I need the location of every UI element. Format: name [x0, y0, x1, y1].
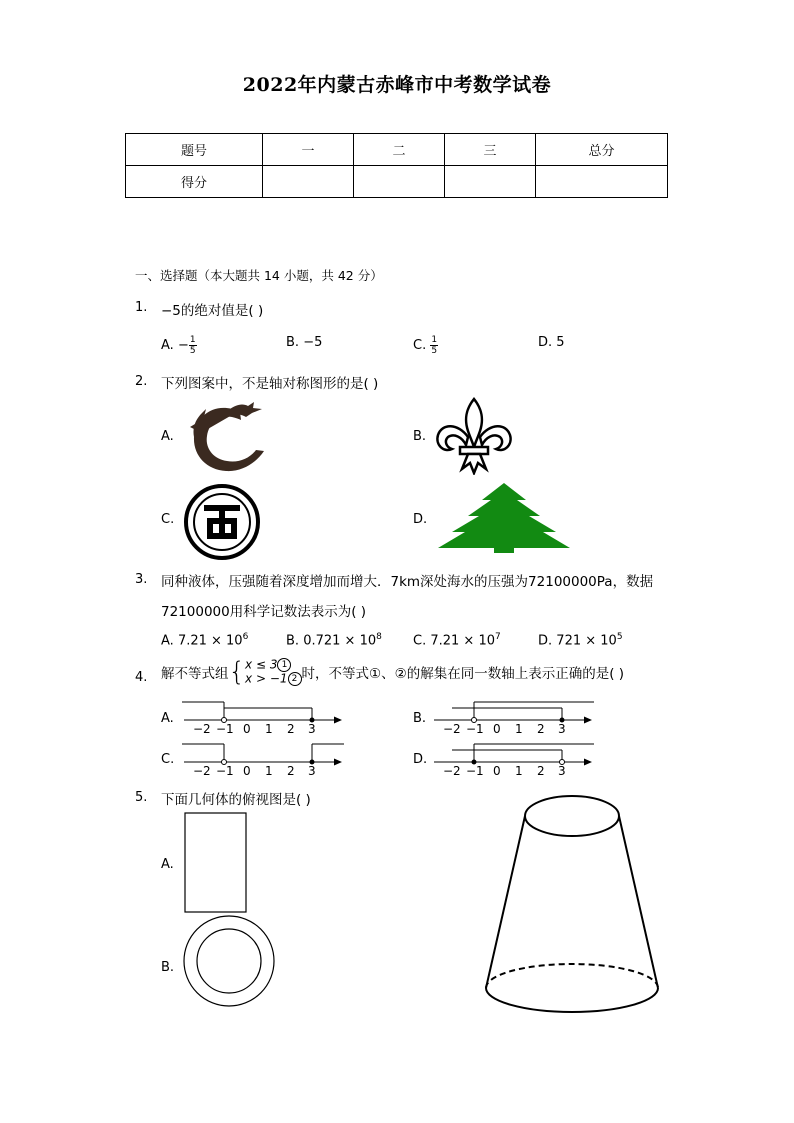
page-title: 2022年内蒙古赤峰市中考数学试卷	[242, 74, 552, 96]
tick-label: 1	[265, 764, 273, 778]
option-label: B.	[413, 429, 427, 444]
score-table-score-row	[126, 166, 668, 198]
frustum-figure	[480, 790, 665, 1018]
table-cell	[354, 166, 445, 198]
option-text: 721 × 10	[556, 633, 617, 649]
tick-label: 2	[537, 764, 545, 778]
fraction	[189, 335, 197, 356]
tick-label: −2	[193, 764, 211, 778]
option-label: C.	[413, 338, 427, 353]
exponent: 7	[495, 632, 501, 642]
question-text-line2: 72100000用科学记数法表示为( )	[161, 604, 367, 620]
option-label: A.	[161, 338, 174, 353]
table-cell: 三	[445, 134, 536, 166]
option-text: 5	[556, 335, 565, 350]
tick-label: 1	[515, 722, 523, 736]
tick-label: 3	[308, 722, 316, 736]
option-label: B.	[161, 960, 175, 975]
numerator: 1	[431, 335, 438, 345]
table-cell: 二	[354, 134, 445, 166]
rectangle-view	[184, 812, 248, 914]
question-number: 4.	[135, 670, 148, 685]
option-a	[161, 632, 248, 648]
question-number: 5.	[135, 790, 148, 805]
tick-label: 1	[515, 764, 523, 778]
option-b	[286, 335, 322, 350]
table-cell: 得分	[126, 166, 263, 198]
table-cell	[536, 166, 668, 198]
question-text: 下列图案中，不是轴对称图形的是( )	[161, 376, 379, 392]
option-label: D.	[538, 335, 553, 350]
option-sign: −	[177, 338, 189, 353]
option-label: B.	[286, 633, 300, 649]
table-cell	[263, 166, 354, 198]
table-cell	[445, 166, 536, 198]
option-text: 0.721 × 10	[303, 633, 377, 649]
denominator: 5	[189, 346, 196, 356]
inequality-1-text: x ≤ 3	[245, 657, 278, 672]
tick-label: 0	[493, 722, 501, 736]
option-label: B.	[413, 711, 427, 726]
option-label: A.	[161, 429, 174, 444]
question-text: −5的绝对值是( )	[161, 303, 264, 319]
option-c	[413, 632, 501, 648]
circled-number: 2	[288, 672, 302, 686]
option-d	[538, 335, 565, 350]
pine-tree-icon	[436, 482, 572, 554]
option-text: −5	[303, 335, 323, 350]
numerator: 1	[189, 335, 196, 345]
tick-label: 0	[243, 722, 251, 736]
tick-label: −1	[216, 764, 234, 778]
tick-label: −1	[216, 722, 234, 736]
option-label: D.	[538, 633, 553, 649]
question-number: 3.	[135, 572, 148, 587]
brace-icon: {	[228, 657, 246, 687]
option-c	[413, 335, 438, 356]
tick-label: −2	[443, 764, 461, 778]
exponent: 8	[376, 632, 382, 642]
option-label: A.	[161, 633, 174, 649]
denominator: 5	[431, 346, 438, 356]
tick-label: −1	[466, 764, 484, 778]
question-text: 下面几何体的俯视图是( )	[161, 792, 311, 808]
dragon-c-icon	[180, 397, 270, 475]
question-text-pre: 解不等式组	[161, 666, 229, 682]
table-cell: 题号	[126, 134, 263, 166]
section-heading: 一、选择题（本大题共 14 小题，共 42 分）	[135, 268, 383, 283]
inequality-system	[245, 658, 301, 686]
inequality-2	[245, 672, 301, 686]
tick-label: 3	[308, 764, 316, 778]
option-label: D.	[413, 512, 428, 527]
option-a	[161, 335, 197, 356]
score-table	[125, 133, 668, 198]
tick-label: −1	[466, 722, 484, 736]
table-cell: 总分	[536, 134, 668, 166]
question-number: 1.	[135, 300, 148, 315]
option-label: D.	[413, 752, 428, 767]
tick-label: 2	[287, 722, 295, 736]
tick-label: −2	[443, 722, 461, 736]
exponent: 6	[242, 632, 249, 642]
fleur-de-lis-icon	[434, 397, 514, 475]
option-text: 7.21 × 10	[430, 633, 496, 649]
tick-label: 2	[287, 764, 295, 778]
tick-label: 0	[243, 764, 251, 778]
question-text-post: 时，不等式①、②的解集在同一数轴上表示正确的是( )	[301, 666, 625, 682]
option-label: C.	[413, 633, 427, 649]
bank-logo-icon	[182, 483, 262, 561]
option-label: B.	[286, 335, 300, 350]
tick-label: 3	[558, 722, 566, 736]
option-label: A.	[161, 711, 174, 726]
circled-number: 1	[277, 658, 291, 672]
option-label: C.	[161, 752, 175, 767]
question-text: 同种液体，压强随着深度增加而增大．7km深处海水的压强为72100000Pa，数据	[161, 574, 654, 590]
option-d	[538, 632, 623, 648]
inequality-1	[245, 658, 301, 672]
option-label: C.	[161, 512, 175, 527]
tick-label: 0	[493, 764, 501, 778]
option-b	[286, 632, 382, 648]
tick-label: 3	[558, 764, 566, 778]
question-text	[161, 658, 624, 686]
exponent: 5	[616, 632, 623, 642]
tick-label: 1	[265, 722, 273, 736]
concentric-circles-view	[182, 914, 276, 1008]
tick-label: 2	[537, 722, 545, 736]
question-number: 2.	[135, 374, 148, 389]
inequality-2-text: x > −1	[245, 671, 288, 686]
tick-label: −2	[193, 722, 211, 736]
option-text: 7.21 × 10	[177, 633, 243, 649]
option-label: A.	[161, 857, 174, 872]
fraction	[430, 335, 438, 356]
score-table-header-row	[126, 134, 668, 166]
table-cell: 一	[263, 134, 354, 166]
